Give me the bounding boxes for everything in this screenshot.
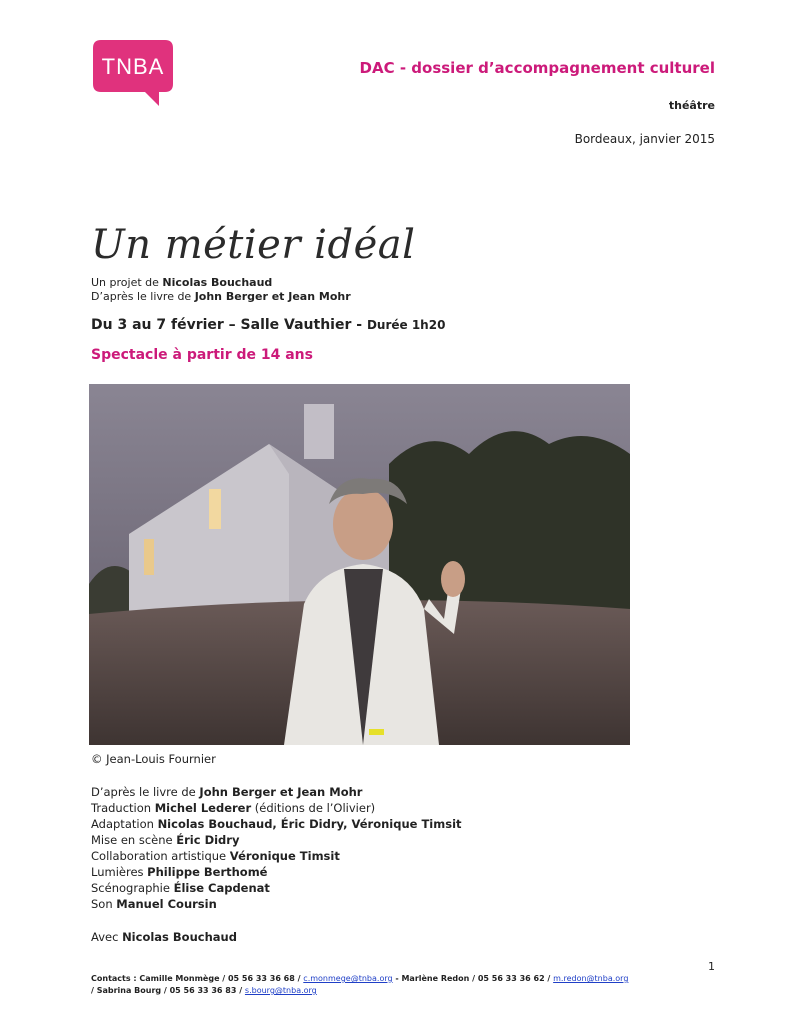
after-authors: John Berger et Jean Mohr (194, 290, 351, 303)
credit-line (91, 785, 362, 799)
logo-text: TNBA (101, 54, 165, 79)
credit-line (91, 881, 270, 895)
email-link-2[interactable]: m.redon@tnba.org (553, 974, 629, 983)
footer-label: Contacts : (91, 974, 140, 983)
credit-name: Élise Capdenat (173, 881, 270, 895)
project-prefix: Un projet de (91, 276, 163, 289)
credit-line (91, 849, 340, 863)
genre-label: théâtre (668, 99, 715, 112)
document-title: DAC - dossier d’accompagnement culturel (359, 59, 715, 77)
email-link-1[interactable]: c.monmege@tnba.org (303, 974, 393, 983)
project-line (91, 276, 272, 289)
credit-role: Mise en scène (91, 833, 177, 847)
page-number: 1 (708, 960, 715, 973)
credit-name: Philippe Berthomé (147, 865, 268, 879)
footer-contacts (91, 974, 628, 995)
credit-role: Traduction (91, 801, 155, 815)
cast-line (91, 930, 237, 944)
cast-prefix: Avec (91, 930, 123, 944)
credit-line (91, 897, 217, 911)
credit-role: Collaboration artistique (91, 849, 230, 863)
project-author: Nicolas Bouchaud (162, 276, 273, 289)
credit-line (91, 801, 375, 815)
footer-contact-3: / Sabrina Bourg / 05 56 33 36 83 / (91, 986, 245, 995)
credit-role: Son (91, 897, 117, 911)
footer-line-1 (91, 974, 628, 983)
photo-credit: © Jean-Louis Fournier (91, 752, 216, 766)
footer-line-2 (91, 986, 628, 995)
age-recommendation: Spectacle à partir de 14 ans (91, 347, 313, 363)
credit-role: D’après le livre de (91, 785, 200, 799)
dates-text: Du 3 au 7 février – Salle Vauthier - (91, 317, 367, 333)
email-link-3[interactable]: s.bourg@tnba.org (244, 986, 317, 995)
credit-role: Lumières (91, 865, 148, 879)
after-prefix: D’après le livre de (91, 290, 195, 303)
credit-name: Nicolas Bouchaud, Éric Didry, Véronique Timsit (157, 817, 462, 831)
duration: Durée 1h20 (366, 318, 446, 332)
credit-extra: (éditions de l’Olivier) (251, 801, 376, 815)
credit-role: Scénographie (91, 881, 174, 895)
credit-line (91, 817, 462, 831)
credit-name: Éric Didry (176, 833, 240, 847)
footer-contact-2: - Marlène Redon / 05 56 33 36 62 / (392, 974, 554, 983)
credit-role: Adaptation (91, 817, 158, 831)
dates-venue (91, 317, 445, 333)
credit-line (91, 865, 267, 879)
after-line (91, 290, 351, 303)
production-photo (89, 384, 630, 745)
footer-contact-1: Camille Monmège / 05 56 33 36 68 / (139, 974, 304, 983)
cast-name: Nicolas Bouchaud (122, 930, 237, 944)
tnba-logo (93, 40, 173, 106)
credit-name: Manuel Coursin (116, 897, 217, 911)
show-title: Un métier idéal (91, 222, 416, 268)
place-date: Bordeaux, janvier 2015 (574, 132, 715, 146)
credit-name: John Berger et Jean Mohr (199, 785, 363, 799)
credit-name: Michel Lederer (154, 801, 252, 815)
credit-name: Véronique Timsit (229, 849, 340, 863)
credit-line (91, 833, 239, 847)
